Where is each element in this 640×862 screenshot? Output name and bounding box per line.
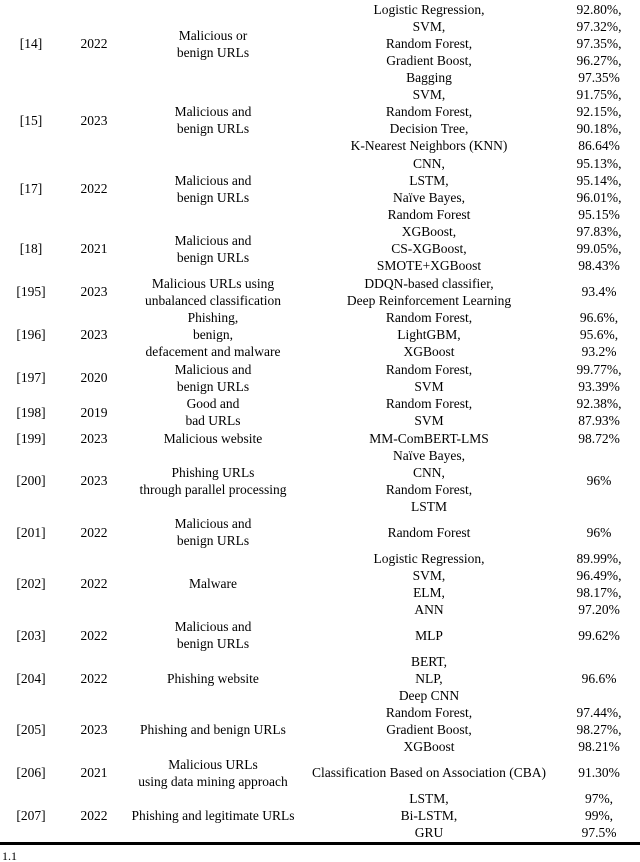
year-cell: 2020 bbox=[80, 370, 108, 386]
method-line: NLP, bbox=[415, 670, 443, 686]
accuracy-line: 92.15%, bbox=[576, 104, 622, 120]
year-cell: 2021 bbox=[80, 241, 108, 257]
ref-cell: [14] bbox=[19, 36, 43, 51]
accuracy-line: 91.75%, bbox=[576, 87, 622, 103]
table-row bbox=[0, 395, 640, 429]
ref-cell: [196] bbox=[16, 327, 46, 343]
year-cell: 2019 bbox=[80, 404, 108, 420]
table-row bbox=[0, 515, 640, 549]
method-line: SVM, bbox=[412, 567, 446, 583]
accuracy-cell bbox=[558, 618, 640, 652]
accuracy-cell bbox=[558, 447, 640, 515]
methods-cell bbox=[300, 447, 558, 515]
table-row bbox=[0, 447, 640, 515]
description-cell bbox=[126, 756, 300, 790]
accuracy-line: 95.13%, bbox=[576, 155, 622, 171]
description-cell bbox=[126, 515, 300, 549]
accuracy-line: 96.49%, bbox=[576, 567, 622, 583]
accuracy-line: 96.01%, bbox=[576, 189, 622, 205]
method-line: Random Forest, bbox=[385, 396, 473, 412]
description-line: defacement and malware bbox=[145, 344, 281, 360]
year-cell: 2022 bbox=[80, 670, 108, 686]
accuracy-cell bbox=[558, 704, 640, 755]
table-row bbox=[0, 361, 640, 395]
method-line: Gradient Boost, bbox=[386, 53, 472, 68]
table-row bbox=[0, 275, 640, 309]
table-row bbox=[0, 618, 640, 652]
method-line: MLP bbox=[415, 627, 443, 643]
description-line: Malicious URLs bbox=[168, 756, 258, 772]
ref-cell: [195] bbox=[16, 284, 46, 300]
description-line: through parallel processing bbox=[139, 481, 287, 497]
accuracy-line: 98.21% bbox=[578, 739, 620, 755]
accuracy-line: 99.62% bbox=[578, 627, 620, 643]
accuracy-cell bbox=[558, 155, 640, 223]
accuracy-cell bbox=[558, 653, 640, 704]
accuracy-line: 98.43% bbox=[578, 258, 620, 274]
method-line: K-Nearest Neighbors (KNN) bbox=[350, 138, 508, 154]
description-cell bbox=[126, 172, 300, 206]
description-cell bbox=[126, 618, 300, 652]
description-line: Phishing and benign URLs bbox=[140, 722, 286, 738]
accuracy-line: 98.72% bbox=[578, 430, 620, 446]
method-line: LSTM, bbox=[409, 791, 449, 806]
description-cell bbox=[126, 309, 300, 360]
year-cell: 2022 bbox=[80, 576, 108, 592]
method-line: XGBoost bbox=[403, 344, 455, 360]
table-row bbox=[0, 704, 640, 755]
method-line: Bi-LSTM, bbox=[400, 808, 458, 823]
description-cell bbox=[126, 27, 300, 61]
description-line: Malicious and bbox=[174, 172, 252, 188]
method-line: XGBoost bbox=[403, 739, 455, 755]
method-line: LSTM bbox=[410, 498, 447, 514]
year-cell: 2022 bbox=[80, 808, 108, 823]
method-line: SVM bbox=[414, 413, 444, 429]
year-cell: 2023 bbox=[80, 473, 108, 489]
ref-cell: [198] bbox=[16, 404, 46, 420]
description-line: Malicious and bbox=[174, 619, 252, 635]
method-line: SMOTE+XGBoost bbox=[376, 258, 482, 274]
table-row bbox=[0, 790, 640, 841]
method-line: Decision Tree, bbox=[389, 121, 469, 137]
accuracy-cell bbox=[558, 223, 640, 274]
method-line: ELM, bbox=[413, 584, 445, 600]
description-line: Malicious and bbox=[174, 104, 252, 120]
description-line: benign URLs bbox=[176, 378, 250, 394]
methods-cell bbox=[300, 764, 558, 781]
method-line: LSTM, bbox=[409, 172, 449, 188]
methods-cell bbox=[300, 550, 558, 618]
accuracy-line: 97.20% bbox=[578, 601, 620, 617]
accuracy-line: 97.44%, bbox=[576, 705, 622, 721]
accuracy-cell bbox=[558, 756, 640, 790]
method-line: Logistic Regression, bbox=[373, 2, 485, 17]
description-cell bbox=[126, 430, 300, 447]
ref-cell: [205] bbox=[16, 722, 46, 738]
methods-cell bbox=[300, 430, 558, 447]
year-cell: 2023 bbox=[80, 722, 108, 738]
description-cell bbox=[126, 395, 300, 429]
method-line: CNN, bbox=[413, 464, 445, 480]
year-cell: 2023 bbox=[80, 112, 108, 128]
methods-cell bbox=[300, 361, 558, 395]
description-cell bbox=[126, 807, 300, 824]
method-line: Gradient Boost, bbox=[386, 722, 472, 738]
accuracy-line: 95.6%, bbox=[579, 327, 619, 343]
accuracy-line: 97.35% bbox=[578, 70, 620, 85]
description-line: benign URLs bbox=[176, 189, 250, 205]
accuracy-line: 92.80%, bbox=[576, 2, 622, 17]
method-line: Naïve Bayes, bbox=[393, 189, 465, 205]
ref-cell: [199] bbox=[16, 430, 46, 446]
method-line: Random Forest bbox=[387, 524, 471, 540]
description-line: benign URLs bbox=[176, 249, 250, 265]
accuracy-line: 97.35%, bbox=[576, 36, 622, 51]
description-line: Good and bbox=[186, 396, 240, 412]
method-line: SVM, bbox=[412, 87, 446, 103]
method-line: Naïve Bayes, bbox=[393, 447, 465, 463]
accuracy-line: 98.27%, bbox=[576, 722, 622, 738]
accuracy-line: 97%, bbox=[584, 791, 614, 806]
accuracy-line: 99%, bbox=[584, 808, 614, 823]
accuracy-line: 97.83%, bbox=[576, 224, 622, 240]
year-cell: 2021 bbox=[80, 765, 108, 781]
accuracy-line: 95.15% bbox=[578, 206, 620, 222]
description-line: Malicious and bbox=[174, 516, 252, 532]
method-line: CNN, bbox=[413, 155, 445, 171]
method-line: BERT, bbox=[410, 653, 448, 669]
method-line: Random Forest, bbox=[385, 361, 473, 377]
accuracy-line: 97.32%, bbox=[576, 19, 622, 34]
table-row bbox=[0, 1, 640, 86]
accuracy-line: 93.2% bbox=[581, 344, 617, 360]
method-line: Bagging bbox=[406, 70, 452, 85]
accuracy-line: 87.93% bbox=[578, 413, 620, 429]
method-line: DDQN-based classifier, bbox=[364, 275, 494, 291]
description-line: unbalanced classification bbox=[144, 292, 282, 308]
description-line: Malicious URLs using bbox=[151, 275, 275, 291]
ref-cell: [197] bbox=[16, 370, 46, 386]
accuracy-line: 96.6% bbox=[581, 670, 617, 686]
table-row bbox=[0, 430, 640, 447]
method-line: Random Forest, bbox=[385, 705, 473, 721]
year-cell: 2022 bbox=[80, 627, 108, 643]
description-cell bbox=[126, 361, 300, 395]
method-line: Random Forest, bbox=[385, 36, 473, 51]
ref-cell: [15] bbox=[19, 112, 43, 128]
method-line: ANN bbox=[414, 601, 444, 617]
method-line: Classification Based on Association (CBA) bbox=[312, 765, 546, 781]
cut-off-text: 1.1 bbox=[2, 849, 17, 862]
accuracy-line: 98.17%, bbox=[576, 584, 622, 600]
method-line: GRU bbox=[414, 825, 444, 840]
methods-cell bbox=[300, 155, 558, 223]
table-row bbox=[0, 155, 640, 223]
year-cell: 2022 bbox=[80, 36, 108, 51]
accuracy-cell bbox=[558, 395, 640, 429]
description-line: Malicious and bbox=[174, 232, 252, 248]
description-line: Malware bbox=[189, 576, 237, 592]
methods-cell bbox=[300, 223, 558, 274]
method-line: XGBoost, bbox=[401, 224, 457, 240]
methods-cell bbox=[300, 524, 558, 541]
accuracy-cell bbox=[558, 550, 640, 618]
accuracy-line: 90.18%, bbox=[576, 121, 622, 137]
description-line: Phishing and legitimate URLs bbox=[131, 808, 295, 823]
ref-cell: [203] bbox=[16, 627, 46, 643]
accuracy-cell bbox=[558, 86, 640, 154]
year-cell: 2022 bbox=[80, 181, 108, 197]
year-cell: 2023 bbox=[80, 430, 108, 446]
description-line: Malicious or bbox=[178, 27, 248, 43]
description-line: Phishing website bbox=[167, 670, 259, 686]
description-line: using data mining approach bbox=[138, 773, 288, 789]
description-cell bbox=[126, 103, 300, 137]
description-line: benign URLs bbox=[176, 533, 250, 549]
methods-cell bbox=[300, 309, 558, 360]
ref-cell: [201] bbox=[16, 524, 46, 540]
method-line: Deep Reinforcement Learning bbox=[346, 292, 512, 308]
table-row bbox=[0, 223, 640, 274]
accuracy-cell bbox=[558, 430, 640, 447]
accuracy-line: 96.6%, bbox=[579, 310, 619, 326]
year-cell: 2023 bbox=[80, 284, 108, 300]
table-row bbox=[0, 756, 640, 790]
description-line: bad URLs bbox=[185, 413, 241, 429]
methods-cell bbox=[300, 86, 558, 154]
accuracy-cell bbox=[558, 1, 640, 86]
accuracy-line: 99.77%, bbox=[576, 361, 622, 377]
accuracy-cell bbox=[558, 515, 640, 549]
description-line: benign URLs bbox=[176, 636, 250, 652]
ref-cell: [202] bbox=[16, 576, 46, 592]
method-line: CS-XGBoost, bbox=[391, 241, 467, 257]
ref-cell: [18] bbox=[19, 241, 43, 257]
description-cell bbox=[126, 464, 300, 498]
method-line: Random Forest, bbox=[385, 310, 473, 326]
accuracy-line: 93.4% bbox=[581, 284, 617, 300]
description-line: Phishing, bbox=[187, 310, 239, 326]
description-line: Malicious and bbox=[174, 361, 252, 377]
method-line: Random Forest, bbox=[385, 104, 473, 120]
table-row bbox=[0, 550, 640, 618]
methods-cell bbox=[300, 627, 558, 644]
ref-cell: [204] bbox=[16, 670, 46, 686]
table-row bbox=[0, 86, 640, 154]
methods-cell bbox=[300, 1, 558, 86]
method-line: Random Forest, bbox=[385, 481, 473, 497]
method-line: Random Forest bbox=[387, 206, 471, 222]
methods-cell bbox=[300, 790, 558, 841]
method-line: SVM, bbox=[412, 19, 446, 34]
accuracy-line: 86.64% bbox=[578, 138, 620, 154]
table-row bbox=[0, 309, 640, 360]
accuracy-line: 97.5% bbox=[581, 825, 617, 840]
method-line: MM-ComBERT-LMS bbox=[369, 430, 489, 446]
description-cell bbox=[126, 232, 300, 266]
accuracy-line: 91.30% bbox=[578, 765, 620, 781]
method-line: Deep CNN bbox=[398, 687, 460, 703]
method-line: Logistic Regression, bbox=[373, 550, 485, 566]
accuracy-line: 99.05%, bbox=[576, 241, 622, 257]
methods-cell bbox=[300, 275, 558, 309]
accuracy-line: 96% bbox=[586, 473, 612, 489]
methods-cell bbox=[300, 653, 558, 704]
ref-cell: [200] bbox=[16, 473, 46, 489]
ref-cell: [207] bbox=[16, 808, 46, 823]
method-line: SVM bbox=[414, 378, 444, 394]
accuracy-cell bbox=[558, 361, 640, 395]
accuracy-cell bbox=[558, 275, 640, 309]
description-cell bbox=[126, 575, 300, 592]
accuracy-line: 95.14%, bbox=[576, 172, 622, 188]
accuracy-cell bbox=[558, 790, 640, 841]
accuracy-line: 92.38%, bbox=[576, 396, 622, 412]
description-cell bbox=[126, 670, 300, 687]
description-line: benign URLs bbox=[176, 44, 250, 60]
year-cell: 2022 bbox=[80, 524, 108, 540]
methods-cell bbox=[300, 704, 558, 755]
description-line: Malicious website bbox=[163, 430, 263, 446]
accuracy-line: 96.27%, bbox=[576, 53, 622, 68]
description-line: benign URLs bbox=[176, 121, 250, 137]
ref-cell: [17] bbox=[19, 181, 43, 197]
accuracy-line: 93.39% bbox=[578, 378, 620, 394]
description-line: benign, bbox=[192, 327, 234, 343]
ref-cell: [206] bbox=[16, 765, 46, 781]
year-cell: 2023 bbox=[80, 327, 108, 343]
table-row bbox=[0, 653, 640, 704]
accuracy-line: 96% bbox=[586, 524, 612, 540]
methods-cell bbox=[300, 395, 558, 429]
description-line: Phishing URLs bbox=[171, 464, 255, 480]
method-line: LightGBM, bbox=[397, 327, 461, 343]
accuracy-cell bbox=[558, 309, 640, 360]
description-cell bbox=[126, 721, 300, 738]
accuracy-line: 89.99%, bbox=[576, 550, 622, 566]
description-cell bbox=[126, 275, 300, 309]
